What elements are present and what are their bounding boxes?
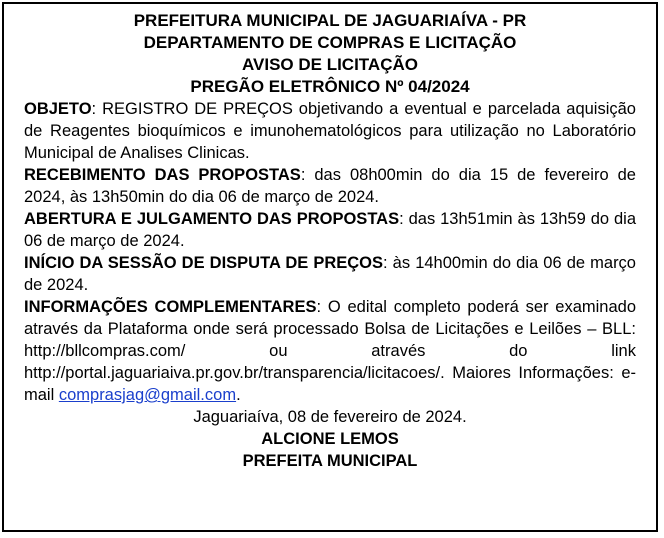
inicio-text: : às 14h00min do dia 06 de março de 2024. — [24, 254, 636, 294]
abertura-text: : das 13h51min às 13h59 do dia 06 de março de 2024. — [24, 210, 636, 250]
informacoes-label: INFORMAÇÕES COMPLEMENTARES — [24, 298, 317, 316]
header-line-departamento: DEPARTAMENTO DE COMPRAS E LICITAÇÃO — [143, 33, 517, 52]
abertura-paragraph — [24, 208, 636, 252]
abertura-label: ABERTURA E JULGAMENTO DAS PROPOSTAS — [24, 210, 400, 228]
recebimento-text: : das 08h00min do dia 15 de fevereiro de 2024, às 13h50min do dia 06 de março de 2024. — [24, 166, 636, 206]
date-line: Jaguariaíva, 08 de fevereiro de 2024. — [193, 408, 467, 426]
inicio-paragraph — [24, 252, 636, 296]
objeto-paragraph — [24, 98, 636, 164]
informacoes-end: . — [236, 386, 241, 404]
recebimento-label: RECEBIMENTO DAS PROPOSTAS — [24, 166, 301, 184]
informacoes-text: : O edital completo poderá ser examinado através da Plataforma onde será processado Bolsa de Licitações e Leilões – BLL: http://bllcompras.com/ ou através do link http://portal.jaguariaiva.pr.gov.br/transparencia/licitacoes/. Maiores Informações: e-mail — [24, 298, 637, 404]
header-line-prefeitura: PREFEITURA MUNICIPAL DE JAGUARIAÍVA - PR — [133, 11, 527, 30]
header — [24, 10, 636, 98]
header-line-pregao: PREGÃO ELETRÔNICO Nº 04/2024 — [190, 77, 470, 96]
recebimento-paragraph — [24, 164, 636, 208]
header-line-aviso: AVISO DE LICITAÇÃO — [242, 55, 418, 74]
objeto-label: OBJETO — [24, 100, 92, 118]
informacoes-paragraph — [24, 296, 636, 406]
notice-box — [2, 2, 658, 532]
email-link[interactable]: comprasjag@gmail.com — [58, 386, 237, 404]
signer-title: PREFEITA MUNICIPAL — [242, 452, 418, 470]
signer-name: ALCIONE LEMOS — [261, 430, 399, 448]
objeto-text: : REGISTRO DE PREÇOS objetivando a eventual e parcelada aquisição de Reagentes bioquímicos e imunohematológicos para utilização no Laboratório Municipal de Analises Clinicas. — [24, 100, 636, 162]
inicio-label: INÍCIO DA SESSÃO DE DISPUTA DE PREÇOS — [24, 254, 384, 272]
